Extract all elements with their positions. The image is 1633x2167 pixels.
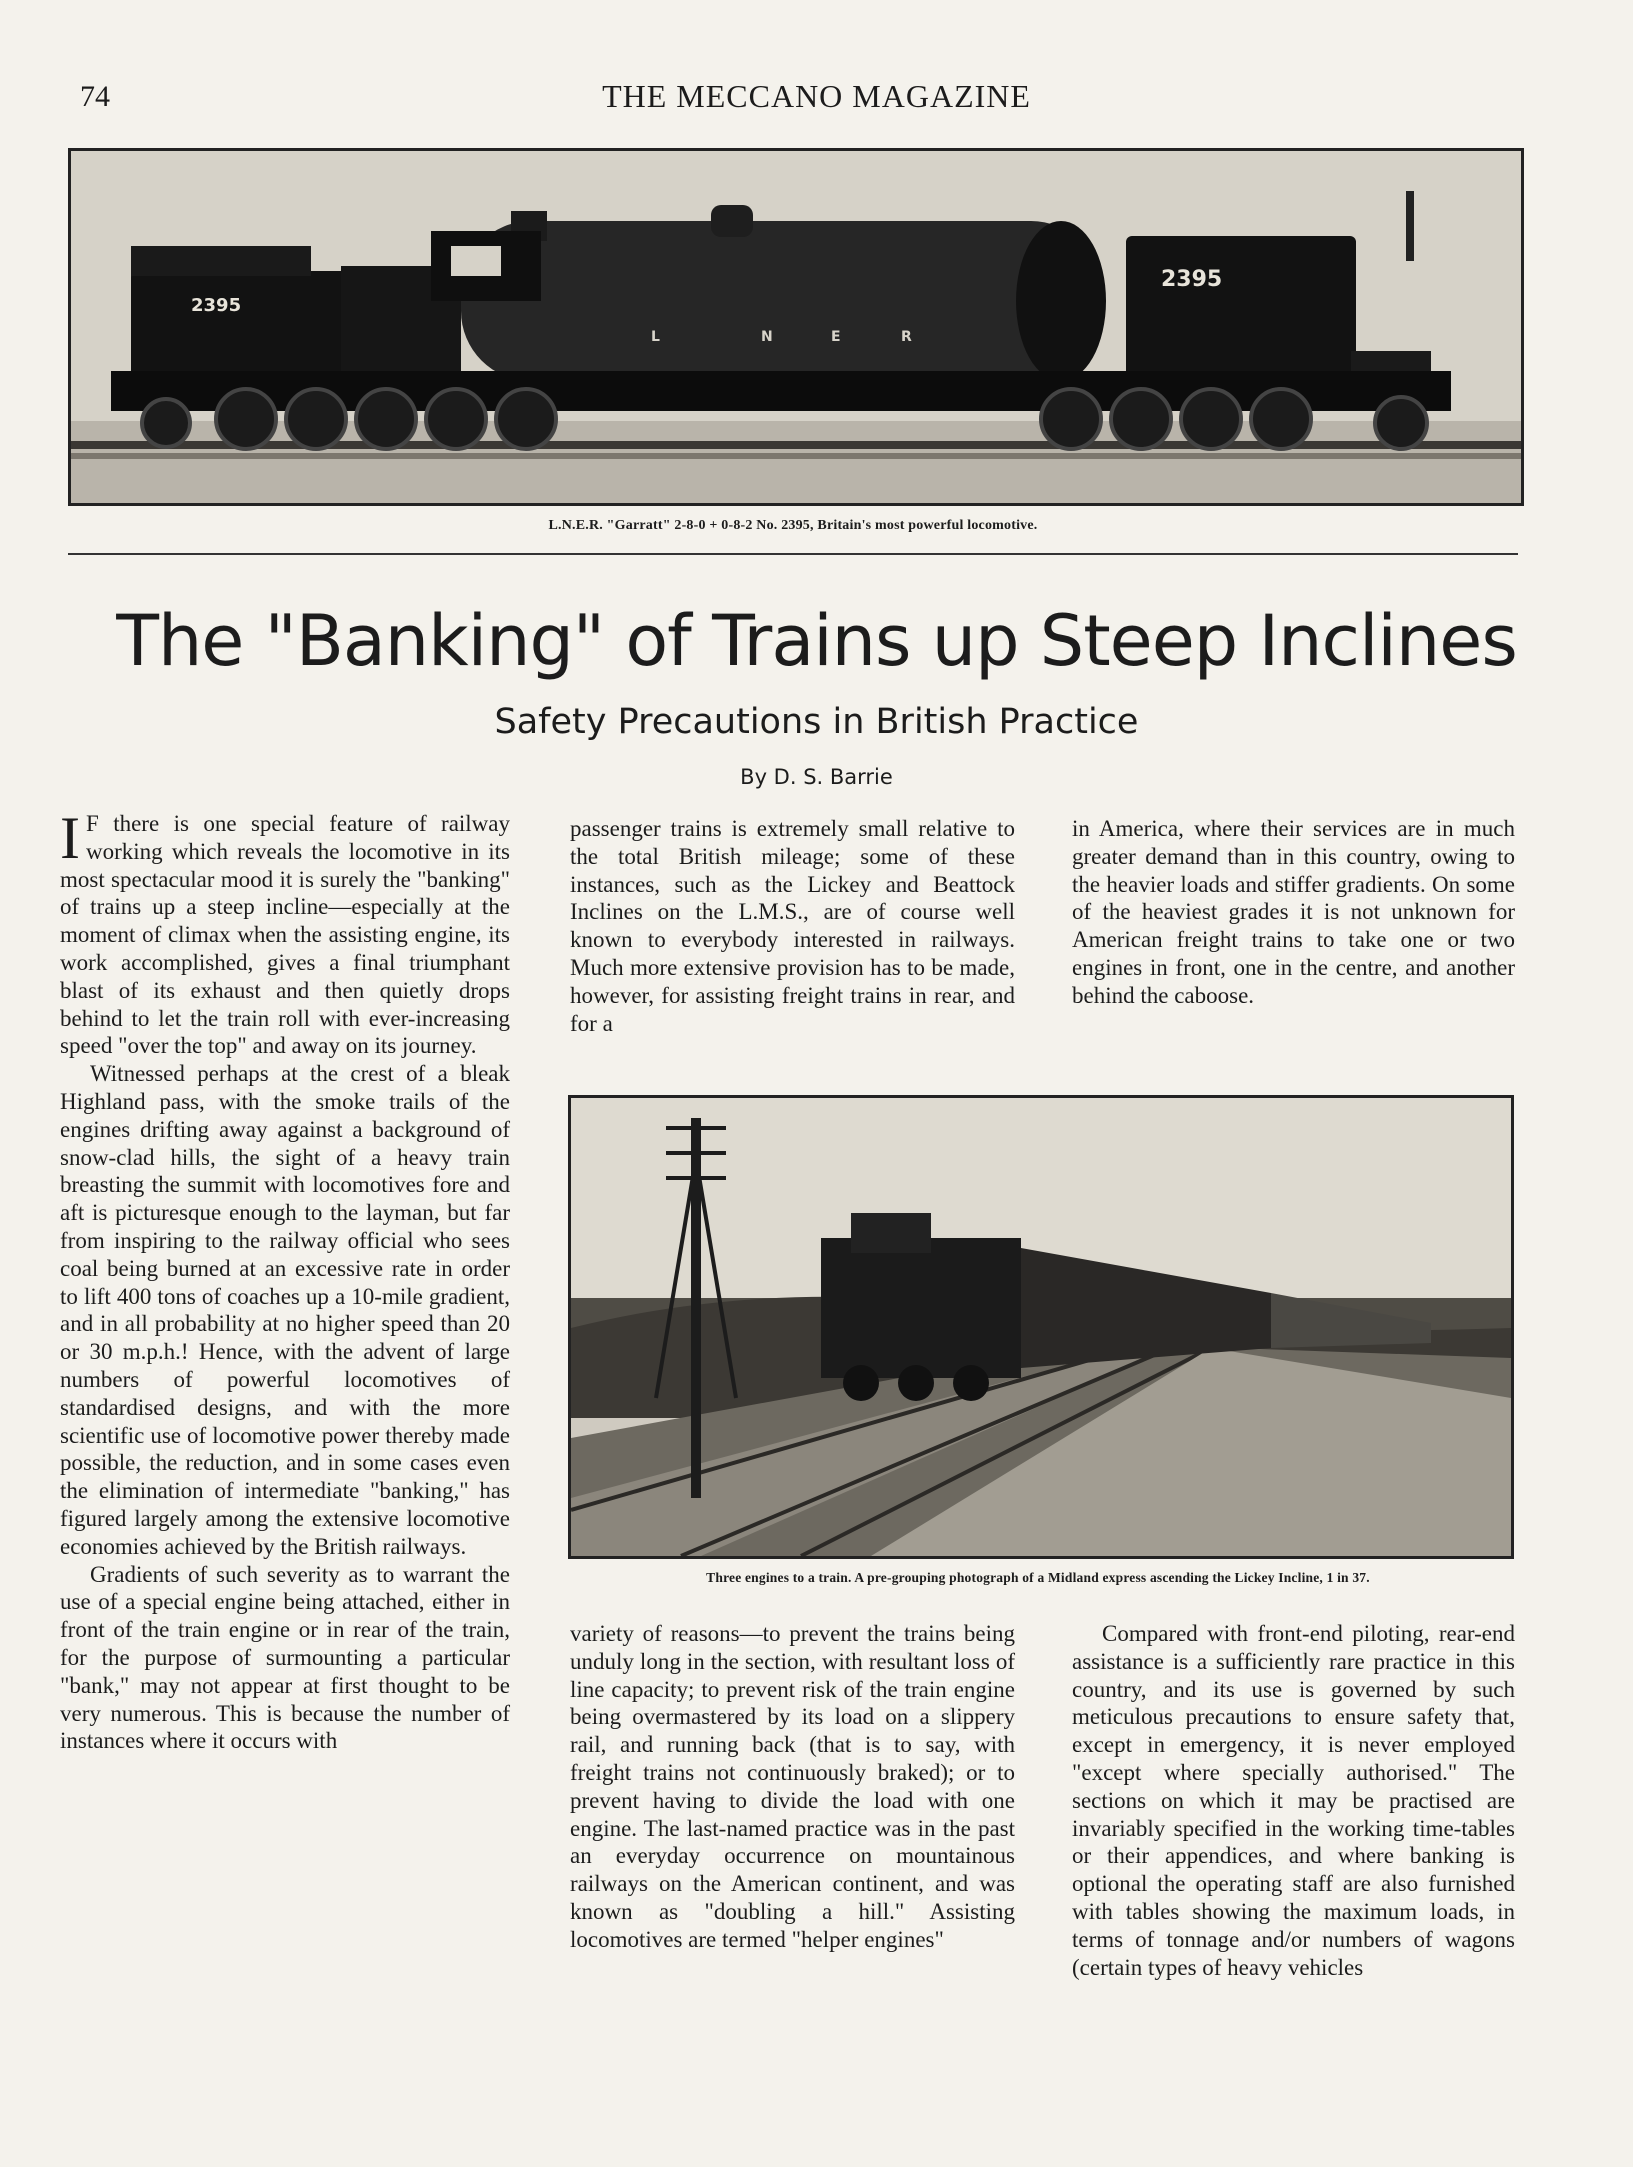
article-column-2-bottom — [570, 1620, 1015, 1954]
paragraph-col2-bottom: variety of reasons—to prevent the trains being unduly long in the section, with resultant loss of line capacity; to prevent risk of the train engine being overmastered by its load on a slippery rail, and running back (that is to say, with freight trains not continuously braked); or to prevent having to divide the load with one engine. The last-named practice was in the past an everyday occurrence on mountainous railways on the American continent, and was known as "doubling a hill." Assisting locomotives are termed "helper engines" — [570, 1621, 1015, 1952]
front-engine-number: 2395 — [1161, 267, 1223, 292]
tender-letter-n: N — [761, 329, 773, 345]
caption-divider — [68, 553, 1518, 555]
article-headline: The "Banking" of Trains up Steep Inclines — [116, 600, 1517, 682]
top-photo-caption: L.N.E.R. "Garratt" 2-8-0 + 0-8-2 No. 2395, Britain's most powerful locomotive. — [548, 518, 1038, 533]
paragraph-col3-top: in America, where their services are in much greater demand than in this country, owing to the heavier loads and stiffer gradients. On some of the heaviest grades it is not unknown for American freight trains to take one or two engines in front, one in the centre, and another behind the caboose. — [1072, 816, 1515, 1008]
article-byline: By D. S. Barrie — [740, 765, 893, 789]
paragraph-3: Gradients of such severity as to warrant the use of a special engine being attached, either in front of the train engine or in rear of the train, for the purpose of surmounting a particular "bank," may not appear at first thought to be very numerous. This is because the number of instances where it occurs with — [60, 1561, 510, 1754]
garratt-locomotive-photo — [68, 148, 1524, 506]
paragraph-col3-bottom: Compared with front-end piloting, rear-end assistance is a sufficiently rare practice in this country, and its use is governed by such meticulous precautions to ensure safety that, except in emergency, it is never employed "except where specially authorised." The sections on which it may be practised are invariably specified in the working time-tables or their appendices, and where banking is optional the operating staff are also furnished with tables showing the maximum loads, in terms of tonnage and/or numbers of wagons (certain types of heavy vehicles — [1072, 1621, 1515, 1980]
mid-photo-caption: Three engines to a train. A pre-grouping photograph of a Midland express ascending the Lickey Incline, 1 in 37. — [706, 1570, 1370, 1585]
article-column-2-top — [570, 815, 1015, 1037]
article-column-3-top — [1072, 815, 1515, 1010]
lickey-incline-illustration — [571, 1098, 1511, 1556]
rear-engine-number: 2395 — [191, 295, 242, 316]
tender-letter-e: E — [831, 329, 841, 345]
paragraph-1-text: F there is one special feature of railway working which reveals the locomotive in its most spectacular mood it is surely the "banking" of trains up a steep incline—especially at the moment of climax when the assisting engine, its work accomplished, gives a final triumphant blast of its exhaust and then quietly drops behind to let the train roll with ever-increasing speed "over the top" and away on its journey. — [60, 811, 510, 1059]
article-column-1 — [60, 805, 510, 1755]
drop-cap: I — [60, 805, 80, 871]
paragraph-2: Witnessed perhaps at the crest of a bleak Highland pass, with the smoke trails of the engines drifting away against a background of snow-clad hills, the sight of a heavy train breasting the summit with locomotives fore and aft is picturesque enough to the layman, but far from inspiring to the railway official who sees coal being burned at an excessive rate in order to lift 400 tons of coaches up a 10-mile gradient, and in all probability at no higher speed than 20 or 30 m.p.h.! Hence, with the advent of large numbers of powerful locomotives of standardised designs, and with the more scientific use of locomotive power thereby made possible, the reduction, and in some cases even the elimination of intermediate "banking," has figured largely among the extensive locomotive economies achieved by the British railways. — [60, 1061, 510, 1559]
magazine-title: THE MECCANO MAGAZINE — [602, 78, 1031, 114]
lickey-incline-photo — [568, 1095, 1514, 1559]
garratt-locomotive-illustration — [71, 151, 1521, 503]
page-number: 74 — [80, 80, 110, 113]
article-subheadline: Safety Precautions in British Practice — [494, 702, 1139, 742]
tender-letter-r: R — [901, 329, 912, 345]
tender-letter-l: L — [651, 329, 660, 345]
paragraph-col2-top: passenger trains is extremely small relative to the total British mileage; some of these instances, such as the Lickey and Beattock Inclines on the L.M.S., are of course well known to everybody interested in railways. Much more extensive provision has to be made, however, for assisting freight trains in rear, and for a — [570, 816, 1015, 1036]
paragraph-1 — [60, 805, 510, 1060]
article-column-3-bottom — [1072, 1620, 1515, 1981]
